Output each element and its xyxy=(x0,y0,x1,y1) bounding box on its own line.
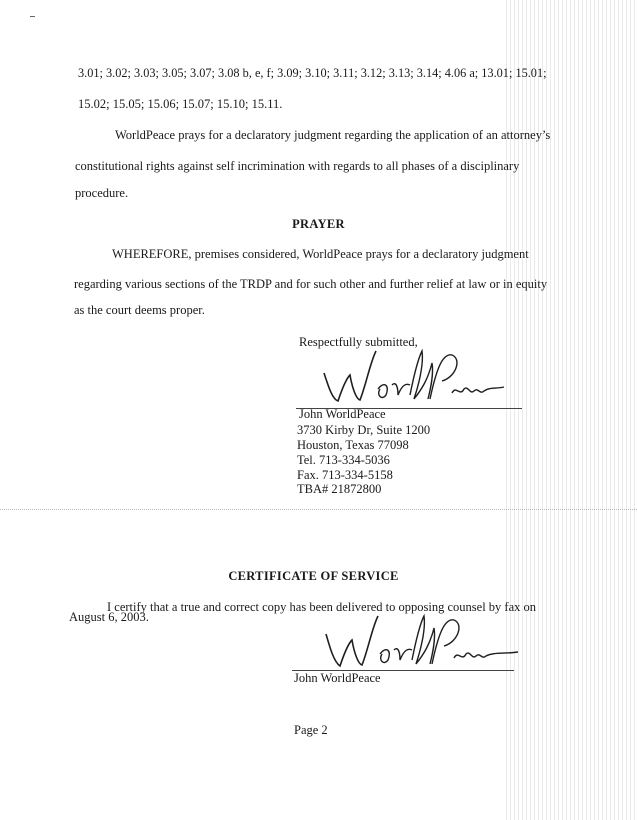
rules-list-line-1: 3.01; 3.02; 3.03; 3.05; 3.07; 3.08 b, e, f; 3.09; 3.10; 3.11; 3.12; 3.13; 3.14; 4.06 a; 13.01; 15.01; xyxy=(78,66,547,80)
signer-tba: TBA# 21872800 xyxy=(297,482,382,496)
certificate-signer-name: John WorldPeace xyxy=(294,671,381,685)
rules-list-line-2: 15.02; 15.05; 15.06; 15.07; 15.10; 15.11. xyxy=(78,97,283,111)
signer-city: Houston, Texas 77098 xyxy=(297,438,409,452)
certificate-line: I certify that a true and correct copy has been delivered to opposing counsel by fax on xyxy=(107,600,537,614)
paragraph-line: constitutional rights against self incrimination with regards to all phases of a disciplinary xyxy=(75,159,520,173)
signature-image xyxy=(318,345,508,407)
page-number: Page 2 xyxy=(294,723,328,737)
prayer-line: as the court deems proper. xyxy=(74,303,205,317)
prayer-line: regarding various sections of the TRDP and for such other and further relief at law or in equity xyxy=(74,277,548,291)
scan-artifact-rule xyxy=(0,509,637,511)
signer-name: John WorldPeace xyxy=(299,407,386,421)
scan-speck xyxy=(30,16,35,17)
certificate-heading: CERTIFICATE OF SERVICE xyxy=(228,569,399,583)
prayer-heading: PRAYER xyxy=(292,217,345,231)
certificate-signature-image xyxy=(322,612,522,672)
paragraph-line: procedure. xyxy=(75,186,129,200)
scan-artifact-strip xyxy=(503,0,637,820)
certificate-line: August 6, 2003. xyxy=(69,610,149,624)
prayer-line: WHEREFORE, premises considered, WorldPeace prays for a declaratory judgment xyxy=(112,247,529,261)
closing-text: Respectfully submitted, xyxy=(299,335,418,349)
signer-tel: Tel. 713-334-5036 xyxy=(297,453,390,467)
paragraph-line: WorldPeace prays for a declaratory judgment regarding the application of an attorney’s xyxy=(115,128,551,142)
signer-address: 3730 Kirby Dr, Suite 1200 xyxy=(297,423,431,437)
signer-fax: Fax. 713-334-5158 xyxy=(297,468,393,482)
